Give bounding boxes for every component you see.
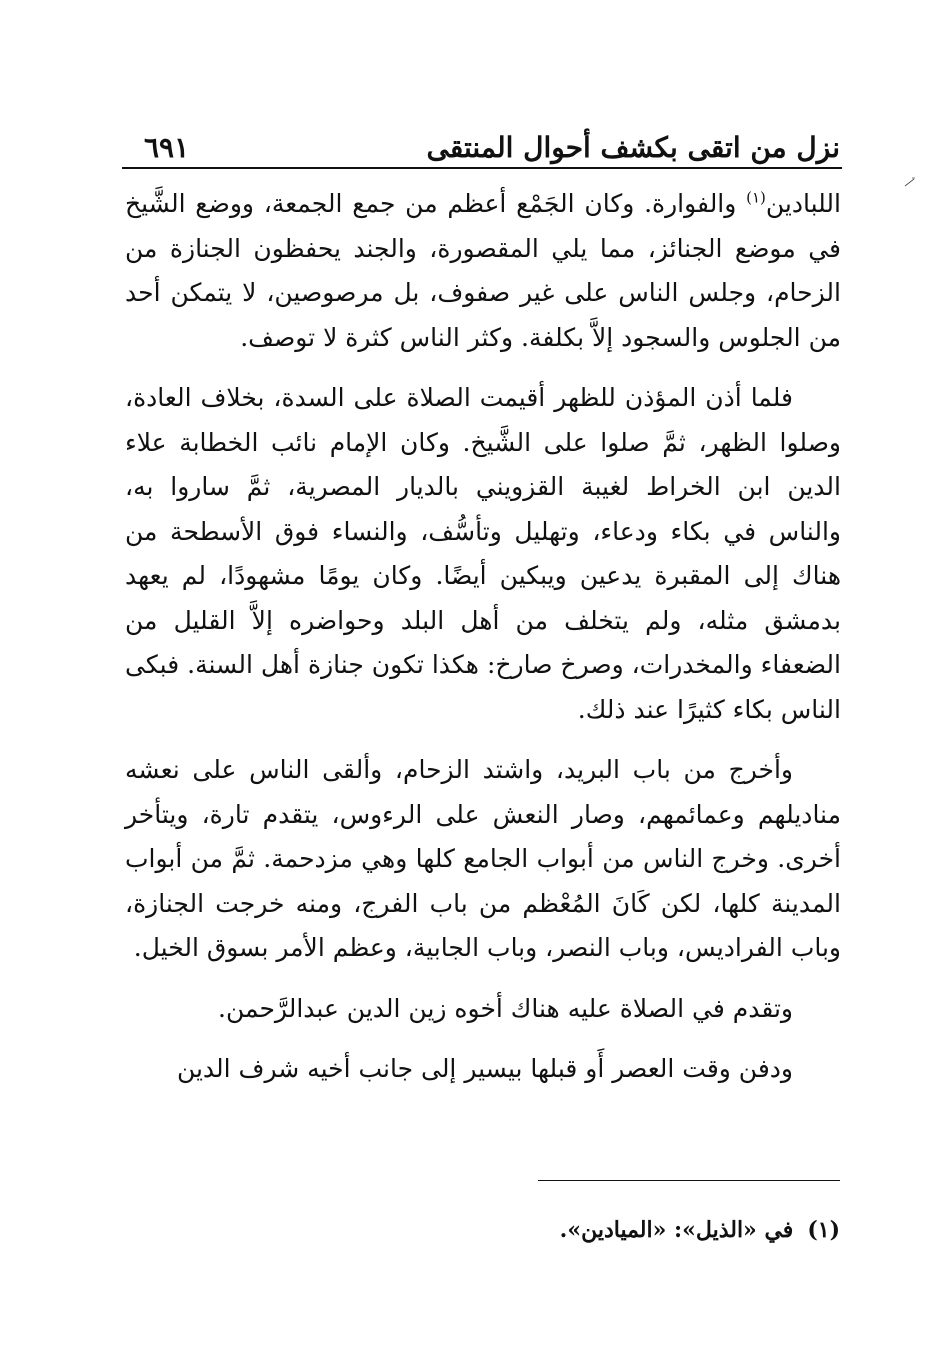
paragraph-1-start: اللبادين bbox=[765, 189, 841, 218]
paragraph-2: فلما أذن المؤذن للظهر أقيمت الصلاة على السدة، بخلاف العادة، وصلوا الظهر، ثمَّ صلوا على الشَّيخ. وكان الإمام نائب الخطابة علاء الدين ابن الخراط لغيبة القزويني بالديار المصرية، ثمَّ ساروا به، والناس في بكاء ودعاء، وتهليل وتأسُّف، والنساء فوق الأسطحة من هناك إلى المقبرة يدعين ويبكين أيضًا. وكان يومًا مشهودًا، لم يعهد بدمشق مثله، ولم يتخلف من أهل البلد وحواضره إلاَّ القليل من الضعفاء والمخدرات، وصرخ صارخ: هكذا تكون جنازة أهل السنة. فبكى الناس بكاء كثيرًا عند ذلك. bbox=[125, 383, 841, 724]
page-number: ٦٩١ bbox=[144, 131, 190, 164]
running-title: نزل من اتقى بكشف أحوال المنتقى bbox=[426, 131, 840, 164]
header-rule bbox=[122, 167, 842, 169]
footnote-text: في «الذيل»: «الميادين». bbox=[559, 1217, 794, 1243]
paragraph-1 bbox=[125, 182, 841, 360]
footnote-marker: (١) bbox=[807, 1217, 840, 1243]
footnote bbox=[560, 1210, 840, 1250]
paragraph-4: وتقدم في الصلاة عليه هناك أخوه زين الدين عبدالرَّحمن. bbox=[218, 993, 793, 1023]
paragraph-5: ودفن وقت العصر أَو قبلها بيسير إلى جانب أخيه شرف الدين bbox=[176, 1054, 793, 1083]
pen-mark-icon bbox=[903, 176, 917, 188]
footnote-rule bbox=[538, 1180, 840, 1181]
footnote-reference: (١) bbox=[746, 188, 766, 207]
paragraph-3: وأخرج من باب البريد، واشتد الزحام، وألقى الناس على نعشه مناديلهم وعمائمهم، وصار النعش على الرءوس، يتقدم تارة، ويتأخر أخرى. وخرج الناس من أبواب الجامع كلها وهي مزدحمة. ثمَّ من أبواب المدينة كلها، لكن كَانَ المُعْظم من باب الفرج، ومنه خرجت الجنازة، وباب الفراديس، وباب النصر، وباب الجابية، وعظم الأمر بسوق الخيل. bbox=[125, 755, 841, 962]
paragraph-1-rest: والفوارة. وكان الجَمْع أعظم من جمع الجمعة، ووضع الشَّيخ في موضع الجنائز، مما يلي المقصورة، والجند يحفظون الجنازة من الزحام، وجلس الناس على غير صفوف، بل مرصوصين، لا يتمكن أحد من الجلوس والسجود إلاَّ بكلفة. وكثر الناس كثرة لا توصف. bbox=[125, 189, 841, 352]
page-header bbox=[122, 128, 840, 170]
main-text bbox=[125, 182, 841, 1108]
